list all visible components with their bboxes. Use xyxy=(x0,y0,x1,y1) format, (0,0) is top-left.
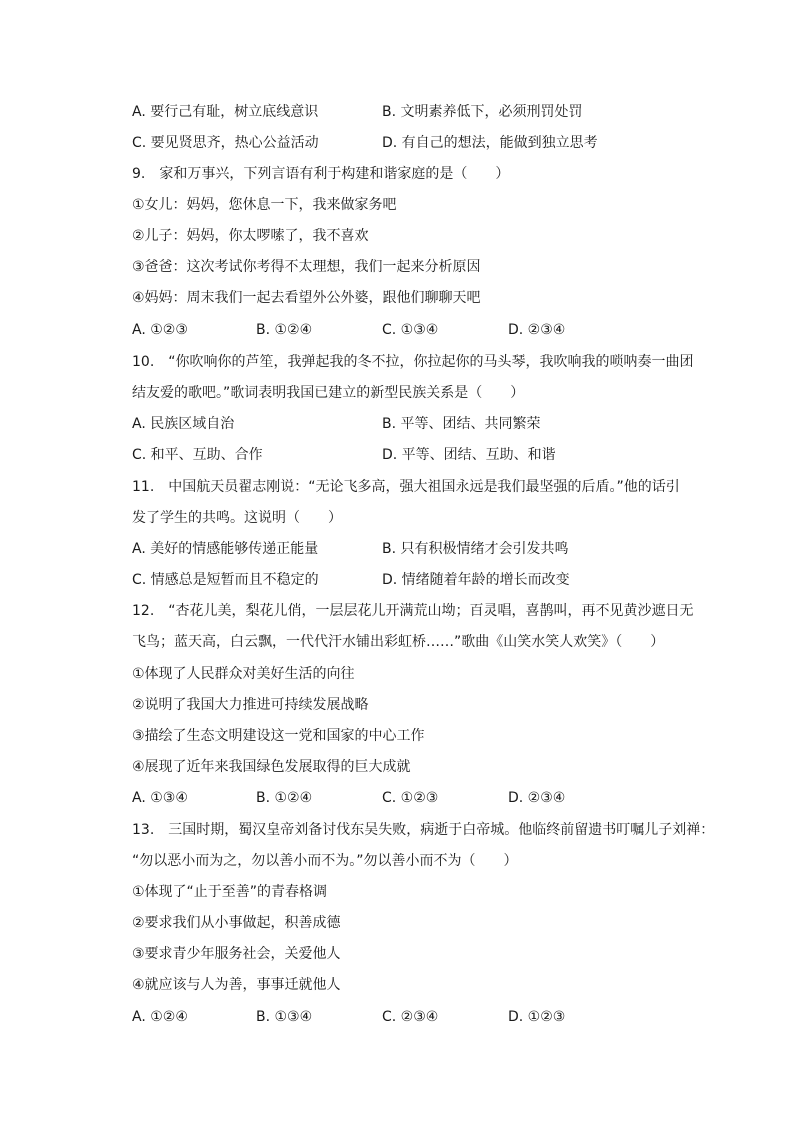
q9-item-1: ①女儿：妈妈，您休息一下，我来做家务吧 xyxy=(132,197,397,213)
q11-stem-line-2: 发了学生的共鸣。这说明（ ） xyxy=(132,510,342,526)
q8-option-c: C. 要见贤思齐，热心公益活动 xyxy=(132,135,319,151)
q12-option-d: D. ②③④ xyxy=(508,790,566,806)
q13-item-1: ①体现了“止于至善”的青春格调 xyxy=(132,884,328,900)
q12-stem-line-1: 12. “杏花儿美，梨花儿俏，一层层花儿开满荒山坳；百灵唱，喜鹊叫，再不见黄沙遮日无 xyxy=(132,603,694,619)
q9-option-b: B. ①②④ xyxy=(256,322,313,338)
q13-option-c: C. ②③④ xyxy=(382,1009,439,1025)
q10-stem-line-2: 结友爱的歌吧。”歌词表明我国已建立的新型民族关系是（ ） xyxy=(132,385,525,401)
q12-item-1: ①体现了人民群众对美好生活的向往 xyxy=(132,666,355,682)
q12-stem-line-2: 飞鸟；蓝天高，白云飘，一代代汗水铺出彩虹桥……”歌曲《山笑水笑人欢笑》（ ） xyxy=(132,634,665,650)
q8-option-a: A. 要行己有耻，树立底线意识 xyxy=(132,104,319,120)
q13-item-2: ②要求我们从小事做起，积善成德 xyxy=(132,915,341,931)
q10-stem-line-1: 10. “你吹响你的芦笙，我弹起我的冬不拉，你拉起你的马头琴，我吹响我的唢呐奏一曲团 xyxy=(132,354,694,370)
q13-item-3: ③要求青少年服务社会，关爱他人 xyxy=(132,946,341,962)
q11-option-c: C. 情感总是短暂而且不稳定的 xyxy=(132,572,319,588)
q8-option-b: B. 文明素养低下，必须刑罚处罚 xyxy=(382,104,583,120)
q12-option-c: C. ①②③ xyxy=(382,790,439,806)
q9-option-a: A. ①②③ xyxy=(132,322,188,338)
q12-item-3: ③描绘了生态文明建设这一党和国家的中心工作 xyxy=(132,728,425,744)
q10-option-d: D. 平等、团结、互助、和谐 xyxy=(382,447,556,463)
q9-stem: 9. 家和万事兴，下列言语有利于构建和谐家庭的是（ ） xyxy=(132,166,510,182)
q13-option-a: A. ①②④ xyxy=(132,1009,188,1025)
q13-option-b: B. ①③④ xyxy=(256,1009,313,1025)
q13-option-d: D. ①②③ xyxy=(508,1009,566,1025)
q11-option-b: B. 只有积极情绪才会引发共鸣 xyxy=(382,541,569,557)
q10-option-b: B. 平等、团结、共同繁荣 xyxy=(382,416,541,432)
q12-item-2: ②说明了我国大力推进可持续发展战略 xyxy=(132,697,369,713)
q13-stem-line-1: 13. 三国时期，蜀汉皇帝刘备讨伐东吴失败，病逝于白帝城。他临终前留遗书叮嘱儿子刘禅： xyxy=(132,822,715,838)
q10-option-c: C. 和平、互助、合作 xyxy=(132,447,263,463)
q13-stem-line-2: “勿以恶小而为之，勿以善小而不为。”勿以善小而不为（ ） xyxy=(132,853,518,869)
q11-option-d: D. 情绪随着年龄的增长而改变 xyxy=(382,572,570,588)
q11-option-a: A. 美好的情感能够传递正能量 xyxy=(132,541,319,557)
q9-item-2: ②儿子：妈妈，你太啰嗦了，我不喜欢 xyxy=(132,228,369,244)
q12-item-4: ④展现了近年来我国绿色发展取得的巨大成就 xyxy=(132,759,411,775)
q12-option-a: A. ①③④ xyxy=(132,790,188,806)
q12-option-b: B. ①②④ xyxy=(256,790,313,806)
q11-stem-line-1: 11. 中国航天员翟志刚说：“无论飞多高，强大祖国永远是我们最坚强的后盾。”他的话引 xyxy=(132,479,680,495)
q10-option-a: A. 民族区域自治 xyxy=(132,416,235,432)
q9-item-4: ④妈妈：周末我们一起去看望外公外婆，跟他们聊聊天吧 xyxy=(132,290,481,306)
q9-item-3: ③爸爸：这次考试你考得不太理想，我们一起来分析原因 xyxy=(132,259,481,275)
q9-option-d: D. ②③④ xyxy=(508,322,566,338)
q13-item-4: ④就应该与人为善，事事迁就他人 xyxy=(132,977,341,993)
q8-option-d: D. 有自己的想法，能做到独立思考 xyxy=(382,135,598,151)
q9-option-c: C. ①③④ xyxy=(382,322,439,338)
